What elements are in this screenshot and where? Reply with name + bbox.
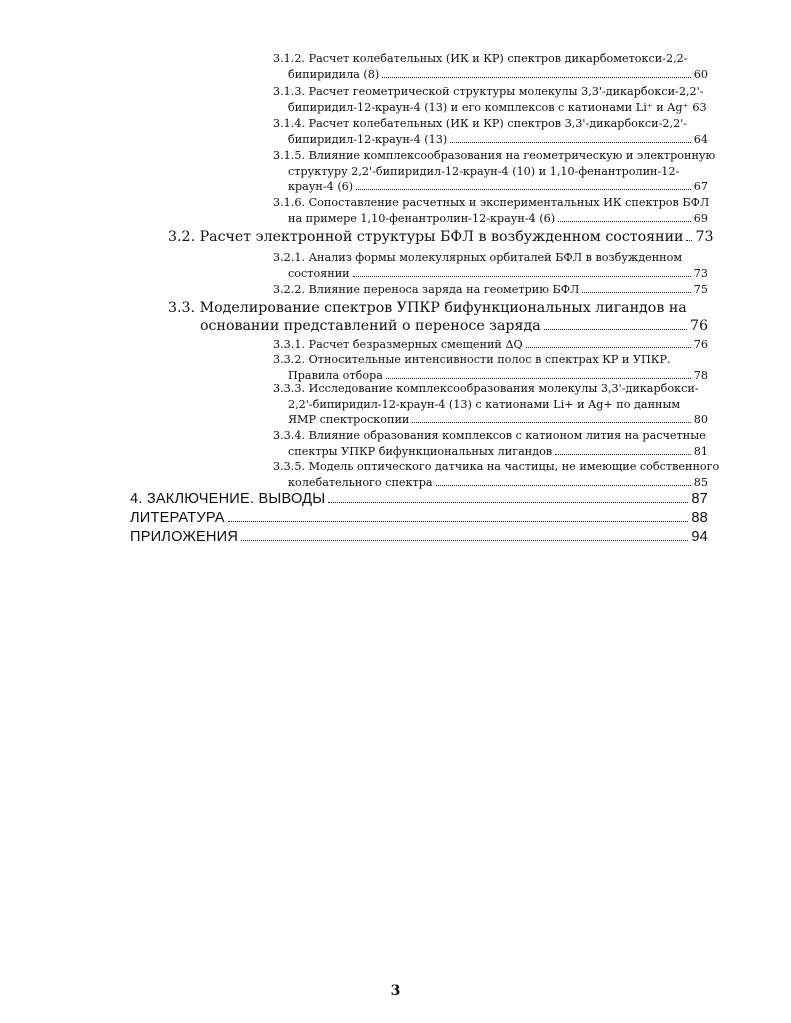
toc-entry-text: структуру 2,2'-бипиридил-12-краун-4 (10) и 1,10-фенантролин-12- — [288, 164, 680, 178]
toc-entry-text: 3.3.5. Модель оптического датчика на частицы, не имеющие собственного — [273, 460, 720, 473]
toc-entry-text: бипиридила (8) — [288, 67, 380, 81]
dot-leader — [356, 189, 691, 190]
toc-entry-text: Правила отбора — [288, 368, 383, 382]
toc-entry-text: ЯМР спектроскопии — [288, 413, 410, 426]
toc-entry-text: 3.1.3. Расчет геометрической структуры молекулы 3,3'-дикарбокси-2,2'- — [273, 85, 704, 98]
page-ref: 69 — [693, 211, 708, 225]
toc-entry-3-2 — [168, 228, 714, 246]
dot-leader — [228, 521, 689, 522]
dot-leader — [436, 485, 691, 486]
toc-entry-text: 4. ЗАКЛЮЧЕНИЕ. ВЫВОДЫ — [130, 491, 326, 507]
toc-entry-3-3-5 — [273, 459, 720, 490]
toc-entry-literature — [130, 509, 708, 527]
page-ref: 78 — [693, 368, 708, 382]
toc-entry-text: краун-4 (6) — [288, 180, 354, 193]
page-ref: 60 — [693, 67, 708, 81]
toc-entry-text: бипиридил-12-краун-4 (13) — [288, 132, 448, 146]
toc-entry-text: основании представлений о переносе заряда — [200, 318, 541, 334]
toc-entry-text: 3.2.2. Влияние переноса заряда на геометрию БФЛ — [273, 283, 580, 296]
toc-entry-text: 3.3.3. Исследование комплексообразования молекулы 3,3'-дикарбокси- — [273, 382, 699, 395]
page-ref: 85 — [693, 475, 708, 489]
page-number: 3 — [390, 983, 401, 999]
page-ref: 94 — [691, 529, 708, 545]
toc-entry-text: 3.2. Расчет электронной структуры БФЛ в возбужденном состоянии — [168, 229, 684, 245]
toc-entry-3-2-2 — [273, 282, 708, 298]
dot-leader — [558, 221, 691, 222]
toc-entry-text: состоянии — [288, 266, 350, 280]
toc-entry-text: 3.3.2. Относительные интенсивности полос в спектрах КР и УПКР. — [273, 353, 671, 366]
toc-entry-text: 2,2'-бипиридил-12-краун-4 (13) с катионами Li+ и Ag+ по данным — [288, 397, 681, 411]
toc-entry-3-1-4 — [273, 116, 708, 147]
dot-leader — [526, 347, 691, 348]
page-ref: 87 — [691, 491, 708, 507]
page-ref: 63 — [692, 100, 707, 114]
toc-entry-text: ПРИЛОЖЕНИЯ — [130, 529, 239, 545]
toc-entry-text: 3.1.5. Влияние комплексообразования на геометрическую и электронную — [273, 149, 716, 162]
dot-leader — [382, 77, 691, 78]
toc-entry-text: 3.1.4. Расчет колебательных (ИК и КР) спектров 3,3'-дикарбокси-2,2'- — [273, 117, 688, 130]
toc-entry-3-3-2 — [273, 352, 708, 383]
toc-entry-text: 3.2.1. Анализ формы молекулярных орбиталей БФЛ в возбужденном — [273, 251, 683, 264]
toc-entry-3-1-2 — [273, 51, 708, 82]
toc-entry-text: 3.3. Моделирование спектров УПКР бифункциональных лигандов на — [168, 300, 687, 316]
dot-leader — [386, 378, 691, 379]
toc-entry-text: 3.3.4. Влияние образования комплексов с катионом лития на расчетные — [273, 429, 706, 442]
dot-leader — [686, 240, 692, 241]
dot-leader — [412, 422, 690, 423]
page-ref: 64 — [693, 132, 708, 146]
page-ref: 73 — [695, 229, 714, 245]
toc-entry-3-3 — [168, 299, 708, 335]
page-ref: 81 — [693, 444, 708, 458]
toc-entry-text: 3.1.6. Сопоставление расчетных и экспериментальных ИК спектров БФЛ — [273, 196, 710, 209]
toc-entry-text: 3.1.2. Расчет колебательных (ИК и КР) спектров дикарбометокси-2,2- — [273, 52, 688, 65]
toc-entry-3-3-4 — [273, 428, 708, 459]
toc-entry-text: ЛИТЕРАТУРА — [130, 510, 225, 526]
dot-leader — [582, 292, 690, 293]
toc-entry-3-2-1 — [273, 250, 708, 281]
toc-entry-3-1-6 — [273, 195, 708, 226]
dot-leader — [555, 454, 691, 455]
dot-leader — [328, 502, 688, 503]
dot-leader — [241, 540, 688, 541]
dot-leader — [450, 142, 690, 143]
toc-entry-3-1-5 — [273, 148, 716, 195]
toc-entry-text: на примере 1,10-фенантролин-12-краун-4 (6) — [288, 211, 556, 225]
dot-leader — [544, 329, 687, 330]
toc-entry-text: колебательного спектра — [288, 475, 433, 489]
page-ref: 80 — [693, 413, 708, 426]
page-ref: 88 — [691, 510, 708, 526]
dot-leader — [353, 276, 691, 277]
toc-entry-text: спектры УПКР бифункциональных лигандов — [288, 444, 553, 458]
page-ref: 67 — [693, 180, 708, 193]
toc-entry-4 — [130, 490, 708, 508]
toc-entry-appendices — [130, 528, 708, 546]
page-ref: 76 — [689, 318, 708, 334]
toc-entry-3-3-3 — [273, 381, 708, 428]
toc-entry-3-1-3 — [273, 84, 708, 115]
toc-entry-text: 3.3.1. Расчет безразмерных смещений ΔQ — [273, 338, 523, 351]
toc-entry-text: бипиридил-12-краун-4 (13) и его комплексов с катионами Li⁺ и Ag⁺ — [288, 100, 689, 114]
page-ref: 73 — [693, 266, 708, 280]
page-ref: 76 — [693, 338, 708, 351]
page-ref: 75 — [693, 283, 708, 296]
toc-entry-3-3-1 — [273, 337, 708, 353]
